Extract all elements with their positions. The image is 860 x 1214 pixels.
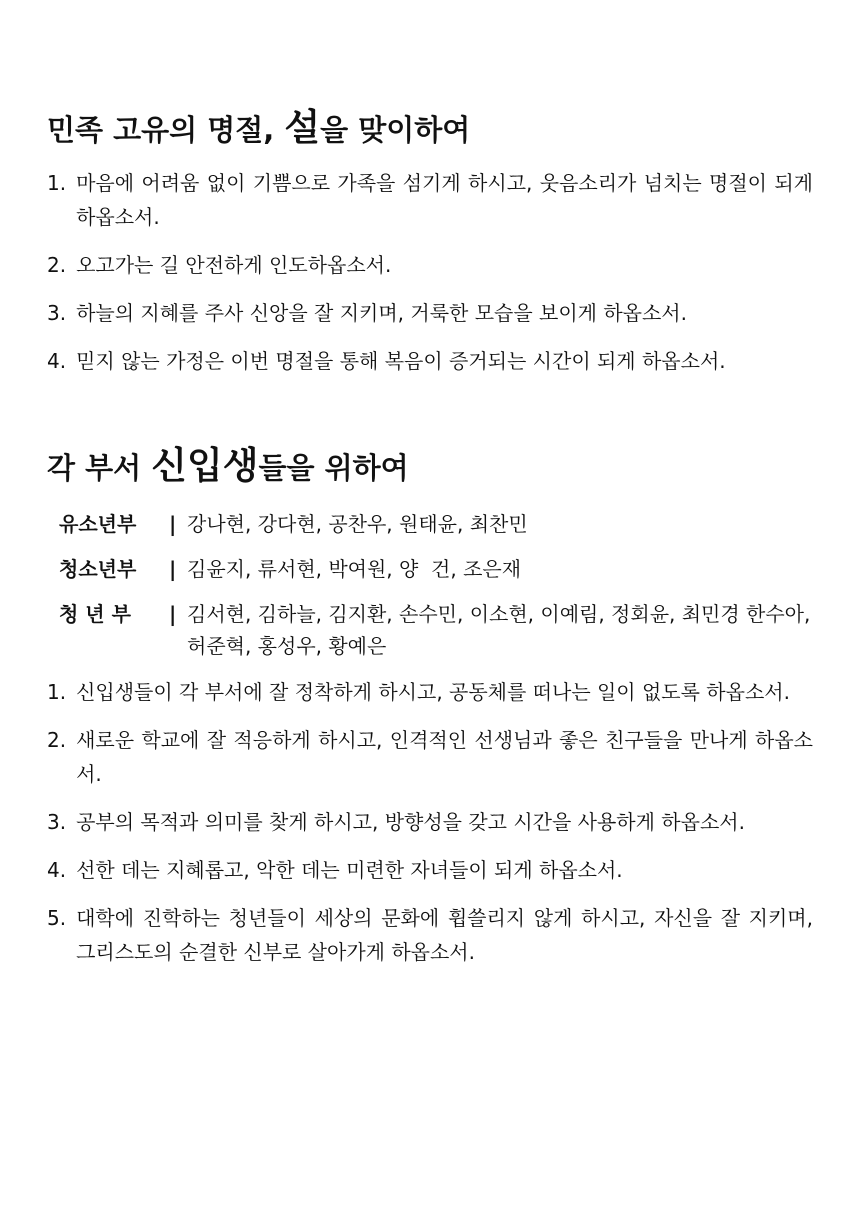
section-1-prayer-list: [47, 166, 813, 378]
item-text: 믿지 않는 가정은 이번 명절을 통해 복음이 증거되는 시간이 되게 하옵소서.: [76, 349, 726, 373]
section-2-title: [47, 438, 813, 496]
department-label: 청 년 부: [59, 602, 131, 626]
item-number: 1.: [47, 171, 67, 195]
item-number: 3.: [47, 301, 67, 325]
list-item: [47, 805, 813, 839]
item-text: 신입생들이 각 부서에 잘 정착하게 하시고, 공동체를 떠나는 일이 없도록 하옵소서.: [76, 680, 790, 704]
list-item: [47, 853, 813, 887]
item-number: 4.: [47, 349, 67, 373]
item-text: 마음에 어려움 없이 기쁨으로 가족을 섬기게 하시고, 웃음소리가 넘치는 명절이 되게 하옵소서.: [76, 171, 813, 229]
department-names: 김윤지, 류서현, 박여원, 양 건, 조은재: [187, 557, 522, 581]
section-1-title-emphasis: 설: [284, 106, 321, 149]
department-list: [47, 508, 813, 662]
list-item: [47, 901, 813, 969]
department-separator: |: [169, 512, 177, 536]
item-text: 공부의 목적과 의미를 찾게 하시고, 방향성을 갖고 시간을 사용하게 하옵소서.: [76, 810, 745, 834]
list-item: [47, 344, 813, 378]
item-text: 선한 데는 지혜롭고, 악한 데는 미련한 자녀들이 되게 하옵소서.: [76, 858, 623, 882]
item-number: 3.: [47, 810, 67, 834]
section-2-title-part1: 각 부서: [47, 451, 152, 485]
department-separator: |: [169, 602, 177, 626]
department-label: 유소년부: [59, 512, 137, 536]
department-row-teen: [47, 553, 813, 585]
section-2-prayer-list: [47, 675, 813, 969]
item-text: 하늘의 지혜를 주사 신앙을 잘 지키며, 거룩한 모습을 보이게 하옵소서.: [76, 301, 687, 325]
list-item: [47, 296, 813, 330]
list-item: [47, 723, 813, 791]
item-number: 4.: [47, 858, 67, 882]
section-1-title: [47, 100, 813, 158]
department-row-young-adult: [47, 598, 813, 662]
section-2-title-part2: 들을 위하여: [258, 451, 409, 485]
item-text: 새로운 학교에 잘 적응하게 하시고, 인격적인 선생님과 좋은 친구들을 만나게 하옵소서.: [76, 728, 813, 786]
section-2-title-emphasis: 신입생: [151, 444, 259, 487]
department-separator: |: [169, 557, 177, 581]
item-number: 2.: [47, 728, 67, 752]
department-names: 강나현, 강다현, 공찬우, 원태윤, 최찬민: [187, 512, 528, 536]
list-item: [47, 248, 813, 282]
section-1-title-part2: 을 맞이하여: [320, 113, 471, 147]
item-text: 오고가는 길 안전하게 인도하옵소서.: [76, 253, 392, 277]
department-row-youth: [47, 508, 813, 540]
department-names: 김서현, 김하늘, 김지환, 손수민, 이소현, 이예림, 정회윤, 최민경 한수아, 허준혁, 홍성우, 황예은: [187, 602, 811, 658]
department-label: 청소년부: [59, 557, 137, 581]
item-number: 2.: [47, 253, 67, 277]
list-item: [47, 675, 813, 709]
item-number: 1.: [47, 680, 67, 704]
item-number: 5.: [47, 906, 67, 930]
item-text: 대학에 진학하는 청년들이 세상의 문화에 휩쓸리지 않게 하시고, 자신을 잘 지키며, 그리스도의 순결한 신부로 살아가게 하옵소서.: [76, 906, 813, 964]
section-1-title-part1: 민족 고유의 명절,: [47, 113, 285, 147]
list-item: [47, 166, 813, 234]
prayer-document: [47, 100, 813, 983]
